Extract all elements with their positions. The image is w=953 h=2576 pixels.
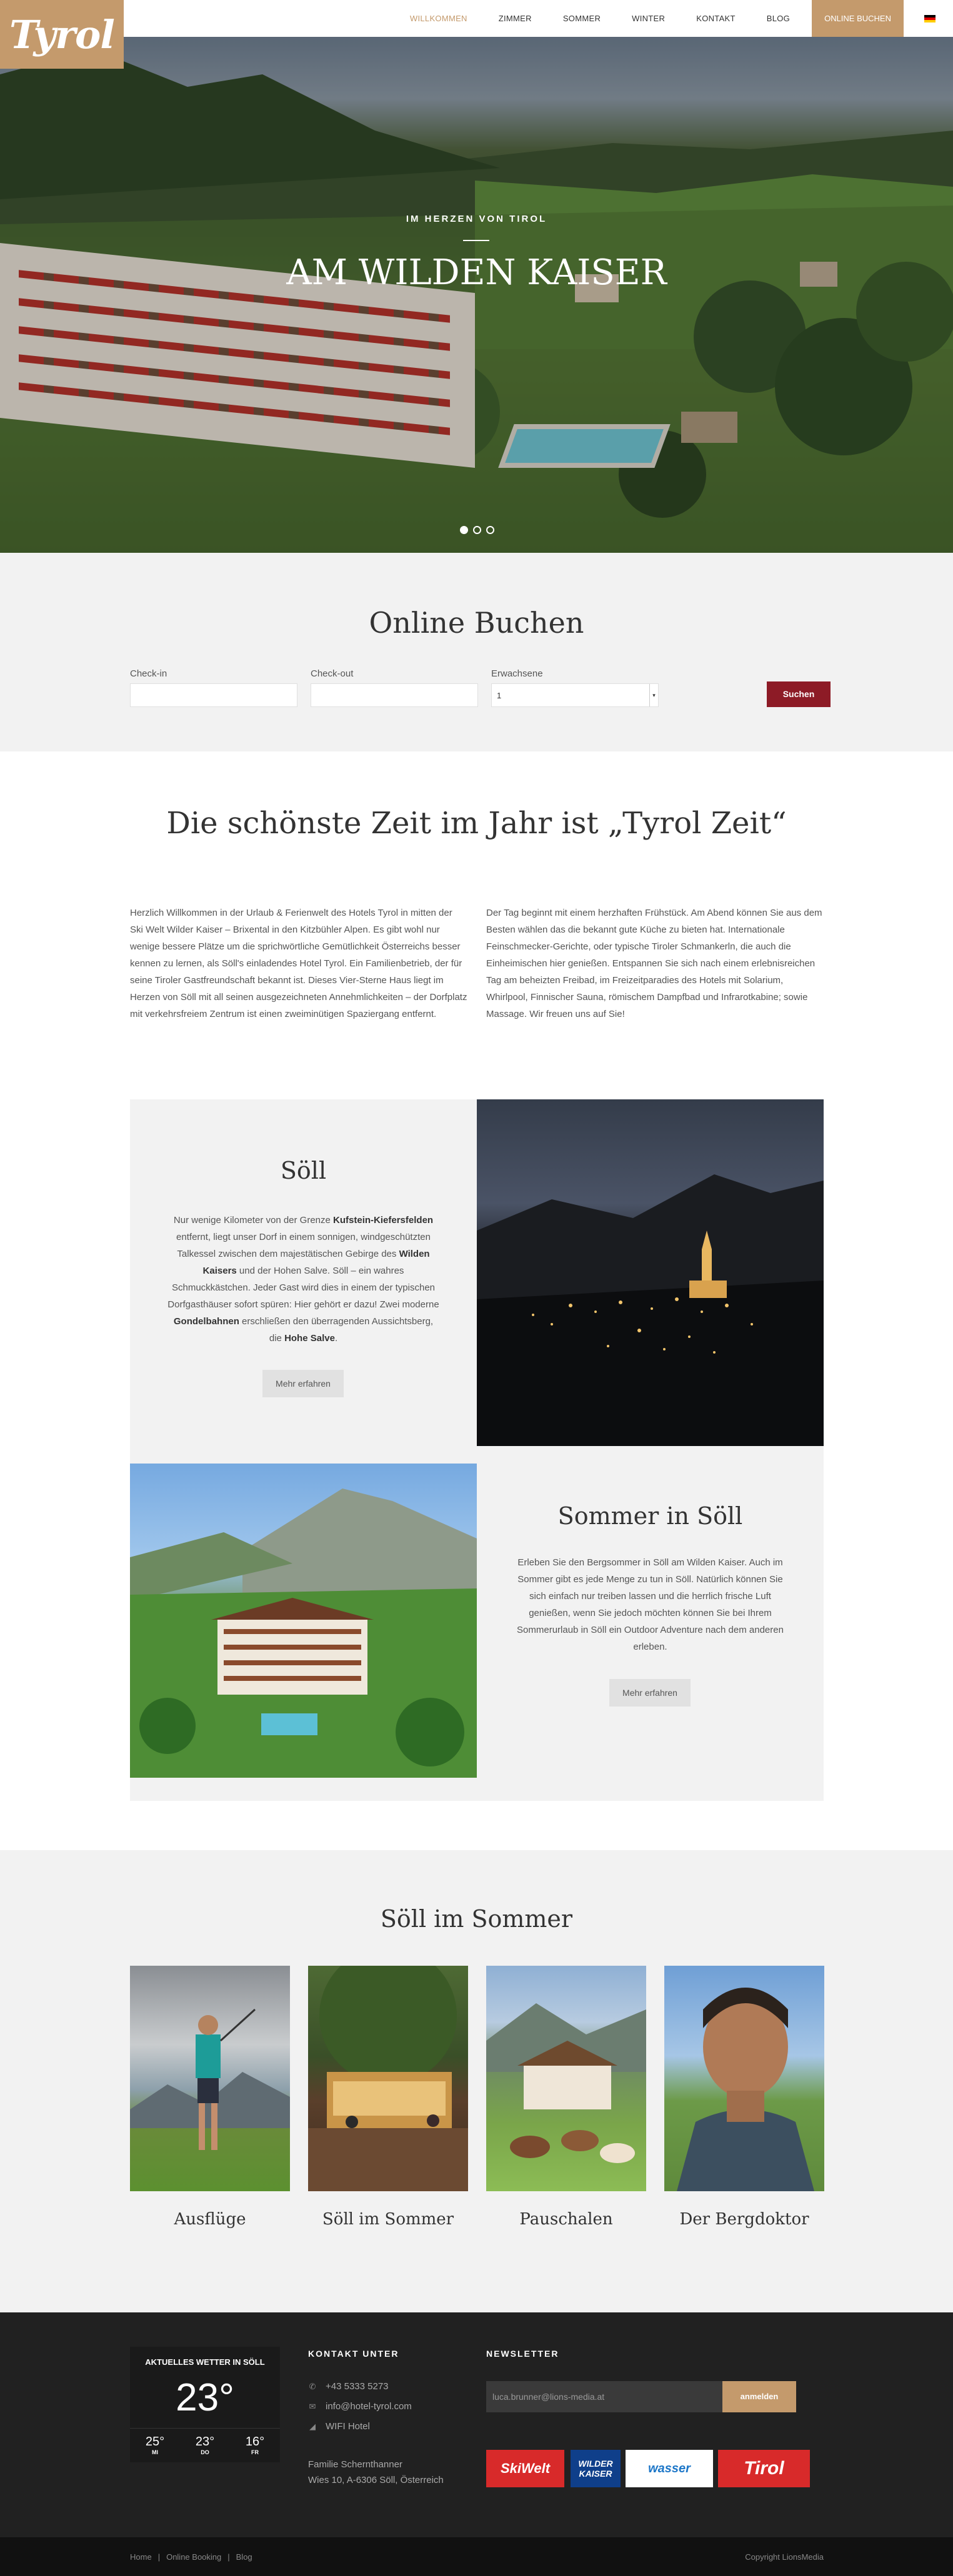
card-bergdoktor[interactable] — [664, 1966, 824, 2229]
card-image-cows — [486, 1966, 646, 2191]
soll-more-button[interactable]: Mehr erfahren — [262, 1370, 344, 1397]
footer-link-online-booking[interactable]: Online Booking — [166, 2552, 222, 2562]
card-label: Der Bergdoktor — [679, 2210, 809, 2229]
footer-link-separator: | — [157, 2552, 161, 2562]
newsletter-submit-button[interactable]: anmelden — [722, 2381, 796, 2412]
slider-dot-3[interactable] — [486, 526, 494, 534]
soll-panel — [130, 1099, 477, 1446]
forecast-day: 25° MI — [145, 2435, 165, 2455]
partner-wilder-kaiser-logo[interactable]: WILDER KAISER — [571, 2450, 621, 2487]
cards-title: Söll im Sommer — [380, 1905, 573, 1933]
flag-de-icon[interactable] — [924, 15, 936, 22]
checkin-label: Check-in — [130, 668, 167, 679]
nav-willkommen[interactable]: WILLKOMMEN — [409, 14, 467, 23]
site-footer — [0, 2312, 953, 2537]
contact-address: Wies 10, A-6306 Söll, Österreich — [308, 2475, 444, 2485]
select-arrow-icon: ▾ — [649, 684, 658, 706]
summer-title: Sommer in Söll — [557, 1502, 743, 1530]
card-label: Pauschalen — [519, 2210, 613, 2229]
footer-link-home[interactable]: Home — [130, 2552, 152, 2562]
contact-email[interactable]: ✉ info@hotel-tyrol.com — [309, 2401, 412, 2412]
contact-phone[interactable]: ✆ +43 5333 5273 — [309, 2381, 389, 2392]
soll-body: Nur wenige Kilometer von der Grenze Kufstein-Kiefersfelden entfernt, liegt unser Dorf in einem sonnigen, windgeschützten Talkessel zwischen dem majestätischen Gebirge des Wilden Kaisers und der Hohen Salve. Söll – ein wahres Schmuckkästchen. Jeder Gast wird dies in einem der typischen Dorfgasthäuser sofort spüren: Hier gehört er dazu! Zwei moderne Gondelbahnen erschließen den überragenden Aussichtsberg, die Hohe Salve. — [167, 1215, 439, 1344]
soll-night-image — [477, 1099, 824, 1446]
footer-link-separator: | — [227, 2552, 230, 2562]
adults-label: Erwachsene — [491, 668, 543, 679]
nav-kontakt[interactable]: KONTAKT — [696, 14, 736, 23]
nav-winter[interactable]: WINTER — [632, 14, 666, 23]
summer-body: Erleben Sie den Bergsommer in Söll am Wilden Kaiser. Auch im Sommer gibt es jede Menge zu tun in Söll. Natürlich können Sie sich einfach nur treiben lassen und die herrlich frische Luft genießen, wenn Sie jedoch möchten können Sie bei Ihrem Sommerurlaub in Söll ein Outdoor Adventure nach dem anderen erleben. — [517, 1557, 784, 1652]
nav-zimmer[interactable]: ZIMMER — [498, 14, 532, 23]
partner-tirol-logo[interactable]: Tirol — [718, 2450, 810, 2487]
card-soell-im-sommer[interactable] — [308, 1966, 468, 2229]
booking-section — [0, 553, 953, 751]
forecast-day: 23° DO — [195, 2435, 215, 2455]
slider-dot-1[interactable] — [460, 526, 468, 534]
booking-title: Online Buchen — [369, 606, 584, 640]
copyright: Copyright LionsMedia — [745, 2552, 824, 2562]
mail-icon: ✉ — [309, 2401, 316, 2411]
checkout-input[interactable] — [311, 683, 478, 707]
partner-skiwelt-logo[interactable]: SkiWelt — [486, 2450, 564, 2487]
bottom-bar — [0, 2537, 953, 2576]
contact-family: Familie Schernthanner — [308, 2459, 402, 2470]
hero-subtitle: IM HERZEN VON TIROL — [406, 214, 547, 224]
intro-text-left: Herzlich Willkommen in der Urlaub & Ferienwelt des Hotels Tyrol in mitten der Ski Welt Wilder Kaiser – Brixental in den Kitzbühler Alpen. Es gibt wohl nur wenige bessere Plätze um die sprichwörtliche Gemütlichkeit Österreichs besser kennen zu lernen, als Söll's einladendes Hotel Tyrol. Ein Familienbetrieb, der für seine Tiroler Gastfreundschaft bekannt ist. Dieses Vier-Sterne Haus liegt im Herzen von Söll mit all seinen ausgezeichneten Annehmlichkeiten – der Dorfplatz mit verkehrsfreiem Zentrum ist einen zweiminütigen Spaziergang entfernt. — [130, 908, 467, 1019]
card-ausfluege[interactable] — [130, 1966, 290, 2229]
adults-value: 1 — [497, 691, 502, 700]
summer-hotel-image — [130, 1464, 477, 1778]
hero-title: AM WILDEN KAISER — [286, 252, 667, 293]
nav-sommer[interactable]: SOMMER — [562, 14, 601, 23]
card-image-portrait — [664, 1966, 824, 2191]
card-image-market — [308, 1966, 468, 2191]
hotel-logo[interactable]: Tyrol — [0, 0, 124, 69]
checkout-label: Check-out — [311, 668, 354, 679]
weather-label: AKTUELLES WETTER IN SÖLL — [145, 2357, 265, 2367]
main-nav — [394, 0, 953, 37]
contact-heading: KONTAKT UNTER — [308, 2349, 399, 2359]
phone-icon: ✆ — [309, 2381, 316, 2391]
intro-title: Die schönste Zeit im Jahr ist „Tyrol Zeit“ — [166, 806, 787, 841]
newsletter-heading: NEWSLETTER — [486, 2349, 559, 2359]
hero-divider — [463, 240, 489, 241]
card-label: Söll im Sommer — [322, 2210, 454, 2229]
card-label: Ausflüge — [174, 2210, 246, 2229]
weather-current-temp: 23° — [176, 2376, 234, 2419]
partner-wasser-logo[interactable]: wasser — [626, 2450, 713, 2487]
nav-blog[interactable]: BLOG — [766, 14, 791, 23]
weather-widget — [130, 2347, 280, 2462]
summer-more-button[interactable]: Mehr erfahren — [609, 1679, 691, 1707]
hero-slider — [0, 37, 953, 553]
feature-block — [130, 1099, 824, 1801]
card-image-golfer — [130, 1966, 290, 2191]
footer-link-blog[interactable]: Blog — [236, 2552, 252, 2562]
summer-cards-section — [0, 1850, 953, 2312]
newsletter-email-input[interactable]: luca.brunner@lions-media.at — [486, 2381, 722, 2412]
search-button[interactable]: Suchen — [767, 681, 831, 707]
contact-wifi: ◢ WIFI Hotel — [309, 2421, 370, 2432]
wifi-icon: ◢ — [309, 2421, 316, 2431]
summer-panel — [477, 1464, 824, 1801]
online-buchen-button[interactable]: ONLINE BUCHEN — [812, 0, 904, 37]
soll-title: Söll — [280, 1157, 327, 1184]
footer-links — [130, 2552, 252, 2562]
intro-text-right: Der Tag beginnt mit einem herzhaften Frühstück. Am Abend können Sie aus dem Besten wählen das die bekannt gute Küche zu bieten hat. Internationale Feinschmecker-Gerichte, oder typische Tiroler Schmankerln, die auch die Einheimischen hier genießen. Entspannen Sie sich nach einem erlebnisreichen Tag am beheizten Freibad, im Freizeitparadies des Hotels mit Solarium, Whirlpool, Finnischer Sauna, römischem Dampfbad und Infrarotkabine; sowie Massage. Wir freuen uns auf Sie! — [486, 908, 822, 1019]
weather-forecast — [130, 2428, 280, 2455]
card-pauschalen[interactable] — [486, 1966, 646, 2229]
site-header — [0, 0, 953, 57]
slider-dots — [460, 526, 494, 534]
slider-dot-2[interactable] — [473, 526, 481, 534]
adults-select[interactable] — [491, 683, 659, 707]
forecast-day: 16° FR — [245, 2435, 265, 2455]
checkin-input[interactable] — [130, 683, 297, 707]
